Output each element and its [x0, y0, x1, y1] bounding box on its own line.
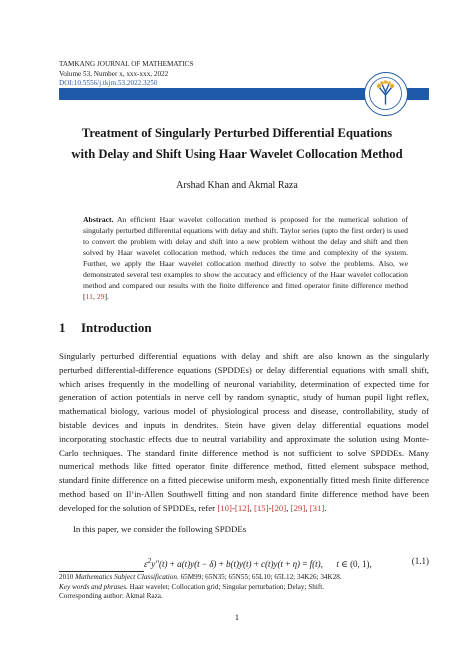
footnote-keywords	[59, 583, 429, 593]
section-heading	[59, 320, 152, 336]
abstract-text: An efficient Haar wavelet collocation method is proposed for the numerical solution of singularly perturbed differential equations with delay and shift. Taylor series (upto the first order) is used to convert the problem with delay and shift into a new problem without the delay and shift and then solved by Haar wavelet collocation method, which reduces the time and complexity of the system. Further, we apply the Haar wavelet collocation method directly to solve the problems. Also, we demonstrated several test examples to show the accuracy and efficiency of the Haar wavelet collocation method and compared our results with the finite difference and fitted operator finite difference method	[83, 215, 408, 290]
ref-separator: -	[231, 502, 235, 513]
section-title: Introduction	[81, 320, 152, 335]
equation-interval: (0, 1),	[350, 559, 372, 569]
intro-body	[59, 350, 429, 536]
cite-bracket: ].	[104, 292, 109, 301]
keywords-text: Haar wavelet; Collocation grid; Singular perturbation; Delay; Shift.	[129, 582, 325, 591]
citation-link[interactable]: [12]	[234, 502, 250, 513]
journal-name: TAMKANG JOURNAL OF MATHEMATICS	[59, 60, 194, 68]
abstract-label: Abstract.	[83, 215, 114, 224]
title-line-1: Treatment of Singularly Perturbed Differential Equations	[81, 126, 393, 140]
equation-number: (1.1)	[411, 556, 429, 566]
citation-link[interactable]: [15]	[253, 502, 269, 513]
msc-label: Mathematics Subject Classification.	[75, 573, 179, 581]
citation-link[interactable]: [10]	[217, 502, 232, 513]
page-number: 1	[234, 612, 240, 622]
equation-1-1	[59, 556, 429, 570]
citation-link[interactable]: 29	[96, 292, 105, 301]
citation-link[interactable]: [20]	[271, 502, 287, 513]
doi-link[interactable]: DOI:10.5556/j.tkjm.53.2022.3250	[59, 79, 158, 88]
journal-volume: Volume 53, Number x, xxx-xxx, 2022	[59, 69, 169, 78]
cite-bracket: [	[83, 292, 86, 301]
cite-separator: ,	[92, 292, 97, 301]
paper-title	[40, 123, 434, 165]
footnote-rule	[59, 571, 144, 572]
msc-codes: 65M99; 65N35; 65N55; 65L10; 65L12; 34K26; 34K28.	[180, 573, 342, 581]
citation-link[interactable]: [29]	[290, 502, 306, 513]
footnote-msc	[59, 573, 429, 583]
citation-link[interactable]: [31]	[309, 502, 325, 513]
title-line-2: with Delay and Shift Using Haar Wavelet Collocation Method	[71, 147, 403, 161]
intro-paragraph-2: In this paper, we consider the following SPDDEs	[73, 523, 247, 534]
ref-separator: -	[268, 502, 272, 513]
keywords-label: Key words and phrases.	[59, 582, 128, 591]
tree-emblem-icon	[365, 73, 406, 114]
journal-header	[59, 60, 193, 89]
ref-separator: ,	[249, 502, 254, 513]
footnotes	[59, 573, 429, 602]
section-number: 1	[59, 320, 66, 335]
msc-year: 2010	[59, 573, 74, 581]
sentence-end: .	[324, 502, 327, 513]
ref-separator: ,	[305, 502, 310, 513]
abstract	[83, 214, 408, 302]
equation-body: $\varepsilon^2y''(t) + a(t)y(t - \delta) + b(t)y(t) + c(t)y(t + \eta) = f(t)$, t ∈ (0, 1),	[144, 556, 372, 569]
authors: Arshad Khan and Akmal Raza	[176, 180, 298, 191]
journal-logo	[364, 72, 408, 116]
intro-text: Singularly perturbed differential equations with delay and shift are also known as the singularly perturbed differential-difference equations (SPDDEs) or delay differential equations with small shift, which arises frequently in the modelling of neuronal variability, determination of expected time for generation of action potentials in nerve cell by random synaptic, study of human pupil light reflex, mathematical biology, various model of physiological process and disease, controllability, study of bistable devices and inputs in dendrites. Stein have given delay differential equations model incorporating stochastic effects due to neutral variability and approximate the solution using Monte-Carlo techniques. The standard finite difference method is not sufficient to solve SPDDEs. Many numerical methods like fitted operator finite difference method, fitted element subspace method, standard finite difference on a fitted piecewise uniform mesh, exponentially fitted mesh finite difference method based on Il’in-Allen Southwell fitting and non standard finite difference method have been developed for the solution of SPDDEs, refer	[59, 351, 429, 513]
footnote-corresponding: Corresponding author: Akmal Raza.	[59, 592, 163, 601]
ref-separator: ,	[286, 502, 291, 513]
citation-link[interactable]: 11	[85, 292, 93, 301]
intro-paragraph	[59, 350, 429, 516]
